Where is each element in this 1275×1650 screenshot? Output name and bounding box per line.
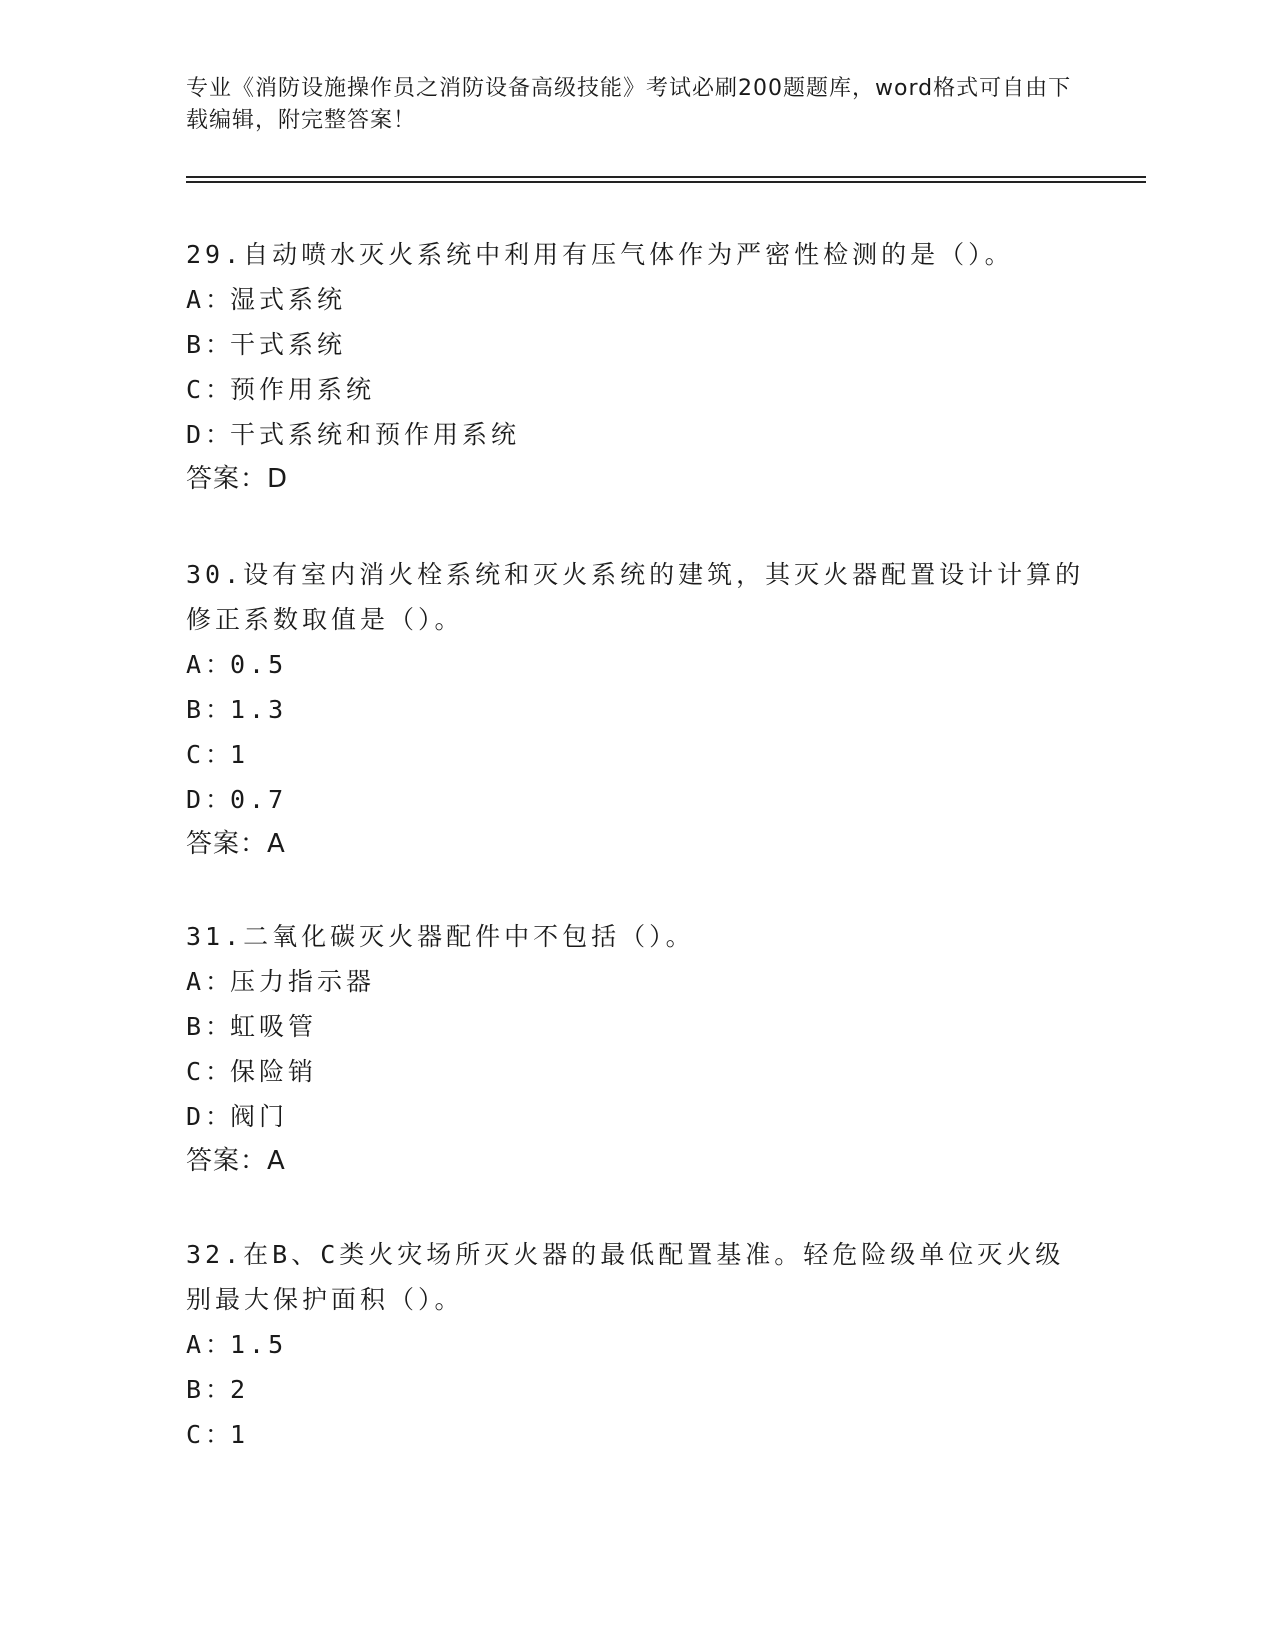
question-stem: 31.二氧化碳灭火器配件中不包括（）。 xyxy=(186,922,695,951)
option-c: C：1 xyxy=(186,740,250,769)
option-b: B：干式系统 xyxy=(186,330,347,359)
question-stem: 32.在B、C类火灾场所灭火器的最低配置基准。轻危险级单位灭火级别最大保护面积（）。 xyxy=(186,1240,1065,1314)
option-b: B：1.3 xyxy=(186,695,288,724)
question-stem: 30.设有室内消火栓系统和灭火系统的建筑，其灭火器配置设计计算的修正系数取值是（）。 xyxy=(186,560,1085,634)
header-divider-bottom xyxy=(186,181,1146,183)
option-a: A：1.5 xyxy=(186,1330,288,1359)
option-b: B：2 xyxy=(186,1375,250,1404)
question-32 xyxy=(186,1232,1086,1457)
answer: 答案：A xyxy=(186,829,286,859)
question-30 xyxy=(186,552,1086,867)
option-a: A：压力指示器 xyxy=(186,967,376,996)
option-a: A：0.5 xyxy=(186,650,288,679)
option-d: D：0.7 xyxy=(186,785,288,814)
option-b: B：虹吸管 xyxy=(186,1012,318,1041)
question-stem: 29.自动喷水灭火系统中利用有压气体作为严密性检测的是（）。 xyxy=(186,240,1014,269)
option-d: D：干式系统和预作用系统 xyxy=(186,420,521,449)
document-header: 专业《消防设施操作员之消防设备高级技能》考试必刷200题题库，word格式可自由下载编辑，附完整答案！ xyxy=(186,76,1072,133)
question-31 xyxy=(186,914,1086,1184)
option-d: D：阀门 xyxy=(186,1102,289,1131)
question-29 xyxy=(186,232,1086,502)
header-divider-top xyxy=(186,176,1146,178)
option-c: C：预作用系统 xyxy=(186,375,376,404)
option-c: C：保险销 xyxy=(186,1057,318,1086)
option-c: C：1 xyxy=(186,1420,250,1449)
option-a: A：湿式系统 xyxy=(186,285,347,314)
answer: 答案：A xyxy=(186,1146,286,1176)
answer: 答案：D xyxy=(186,464,289,494)
